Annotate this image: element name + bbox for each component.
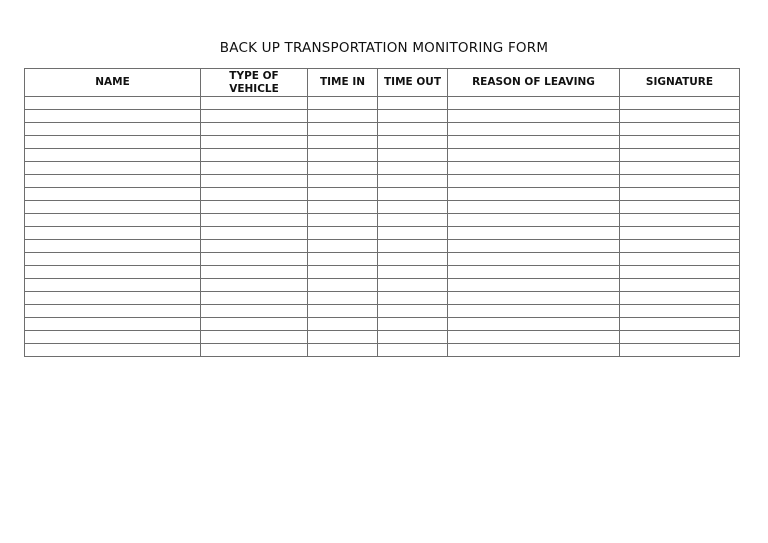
time-out-cell	[378, 214, 448, 227]
column-header-signature: SIGNATURE	[620, 69, 740, 97]
vehicle-type-cell	[201, 201, 308, 214]
table-row	[25, 188, 740, 201]
time-in-cell	[308, 344, 378, 357]
reason-cell	[448, 123, 620, 136]
name-cell	[25, 123, 201, 136]
table-row	[25, 214, 740, 227]
time-out-cell	[378, 227, 448, 240]
name-cell	[25, 279, 201, 292]
table-row	[25, 305, 740, 318]
name-cell	[25, 149, 201, 162]
reason-cell	[448, 214, 620, 227]
name-cell	[25, 253, 201, 266]
vehicle-type-cell	[201, 227, 308, 240]
signature-cell	[620, 110, 740, 123]
time-out-cell	[378, 305, 448, 318]
name-cell	[25, 227, 201, 240]
time-out-cell	[378, 292, 448, 305]
name-cell	[25, 240, 201, 253]
vehicle-type-cell	[201, 214, 308, 227]
name-cell	[25, 175, 201, 188]
reason-cell	[448, 266, 620, 279]
signature-cell	[620, 331, 740, 344]
time-in-cell	[308, 292, 378, 305]
time-out-cell	[378, 123, 448, 136]
time-out-cell	[378, 331, 448, 344]
time-in-cell	[308, 305, 378, 318]
time-in-cell	[308, 318, 378, 331]
header-row	[25, 69, 740, 97]
table-row	[25, 227, 740, 240]
reason-cell	[448, 318, 620, 331]
signature-cell	[620, 227, 740, 240]
reason-cell	[448, 292, 620, 305]
name-cell	[25, 136, 201, 149]
time-out-cell	[378, 279, 448, 292]
time-out-cell	[378, 266, 448, 279]
table-row	[25, 175, 740, 188]
reason-cell	[448, 253, 620, 266]
vehicle-type-cell	[201, 279, 308, 292]
form-title: BACK UP TRANSPORTATION MONITORING FORM	[219, 40, 549, 56]
vehicle-type-cell	[201, 149, 308, 162]
name-cell	[25, 214, 201, 227]
signature-cell	[620, 240, 740, 253]
reason-cell	[448, 331, 620, 344]
reason-cell	[448, 240, 620, 253]
vehicle-type-cell	[201, 344, 308, 357]
vehicle-type-cell	[201, 188, 308, 201]
name-cell	[25, 162, 201, 175]
table-row	[25, 318, 740, 331]
name-cell	[25, 292, 201, 305]
vehicle-type-cell	[201, 97, 308, 110]
time-in-cell	[308, 266, 378, 279]
name-cell	[25, 344, 201, 357]
time-in-cell	[308, 162, 378, 175]
signature-cell	[620, 344, 740, 357]
table-row	[25, 279, 740, 292]
reason-cell	[448, 110, 620, 123]
reason-cell	[448, 279, 620, 292]
time-out-cell	[378, 318, 448, 331]
table-row	[25, 240, 740, 253]
vehicle-type-cell	[201, 175, 308, 188]
reason-cell	[448, 201, 620, 214]
vehicle-type-cell	[201, 162, 308, 175]
time-in-cell	[308, 214, 378, 227]
signature-cell	[620, 97, 740, 110]
vehicle-type-cell	[201, 123, 308, 136]
name-cell	[25, 266, 201, 279]
table-row	[25, 123, 740, 136]
time-in-cell	[308, 279, 378, 292]
table-row	[25, 344, 740, 357]
time-in-cell	[308, 188, 378, 201]
time-in-cell	[308, 136, 378, 149]
table-row	[25, 149, 740, 162]
vehicle-type-cell	[201, 331, 308, 344]
time-in-cell	[308, 175, 378, 188]
reason-cell	[448, 175, 620, 188]
column-header-type-of-vehicle: TYPE OF VEHICLE	[201, 69, 308, 97]
table-row	[25, 97, 740, 110]
table-body	[25, 97, 740, 357]
signature-cell	[620, 188, 740, 201]
name-cell	[25, 331, 201, 344]
name-cell	[25, 110, 201, 123]
reason-cell	[448, 162, 620, 175]
name-cell	[25, 188, 201, 201]
signature-cell	[620, 123, 740, 136]
time-out-cell	[378, 136, 448, 149]
time-out-cell	[378, 149, 448, 162]
table-row	[25, 266, 740, 279]
time-out-cell	[378, 344, 448, 357]
column-header-reason-of-leaving: REASON OF LEAVING	[448, 69, 620, 97]
vehicle-type-cell	[201, 253, 308, 266]
signature-cell	[620, 149, 740, 162]
time-out-cell	[378, 110, 448, 123]
monitoring-table	[24, 68, 740, 357]
time-out-cell	[378, 175, 448, 188]
reason-cell	[448, 149, 620, 162]
time-in-cell	[308, 149, 378, 162]
name-cell	[25, 201, 201, 214]
name-cell	[25, 97, 201, 110]
signature-cell	[620, 279, 740, 292]
table-row	[25, 110, 740, 123]
column-header-time-out: TIME OUT	[378, 69, 448, 97]
reason-cell	[448, 136, 620, 149]
time-out-cell	[378, 162, 448, 175]
signature-cell	[620, 292, 740, 305]
time-in-cell	[308, 253, 378, 266]
time-in-cell	[308, 110, 378, 123]
column-header-name: NAME	[25, 69, 201, 97]
time-in-cell	[308, 97, 378, 110]
time-in-cell	[308, 123, 378, 136]
vehicle-type-cell	[201, 318, 308, 331]
time-out-cell	[378, 188, 448, 201]
time-out-cell	[378, 97, 448, 110]
vehicle-type-cell	[201, 110, 308, 123]
signature-cell	[620, 318, 740, 331]
time-in-cell	[308, 227, 378, 240]
table-row	[25, 201, 740, 214]
signature-cell	[620, 175, 740, 188]
reason-cell	[448, 188, 620, 201]
vehicle-type-cell	[201, 292, 308, 305]
signature-cell	[620, 136, 740, 149]
table-row	[25, 331, 740, 344]
reason-cell	[448, 344, 620, 357]
time-out-cell	[378, 201, 448, 214]
name-cell	[25, 318, 201, 331]
table-row	[25, 292, 740, 305]
signature-cell	[620, 201, 740, 214]
reason-cell	[448, 227, 620, 240]
signature-cell	[620, 253, 740, 266]
time-in-cell	[308, 331, 378, 344]
table-row	[25, 253, 740, 266]
reason-cell	[448, 97, 620, 110]
reason-cell	[448, 305, 620, 318]
table-row	[25, 136, 740, 149]
vehicle-type-cell	[201, 136, 308, 149]
column-header-time-in: TIME IN	[308, 69, 378, 97]
time-in-cell	[308, 201, 378, 214]
table-row	[25, 162, 740, 175]
vehicle-type-cell	[201, 266, 308, 279]
vehicle-type-cell	[201, 305, 308, 318]
signature-cell	[620, 305, 740, 318]
signature-cell	[620, 214, 740, 227]
signature-cell	[620, 162, 740, 175]
time-out-cell	[378, 240, 448, 253]
time-out-cell	[378, 253, 448, 266]
vehicle-type-cell	[201, 240, 308, 253]
time-in-cell	[308, 240, 378, 253]
name-cell	[25, 305, 201, 318]
signature-cell	[620, 266, 740, 279]
